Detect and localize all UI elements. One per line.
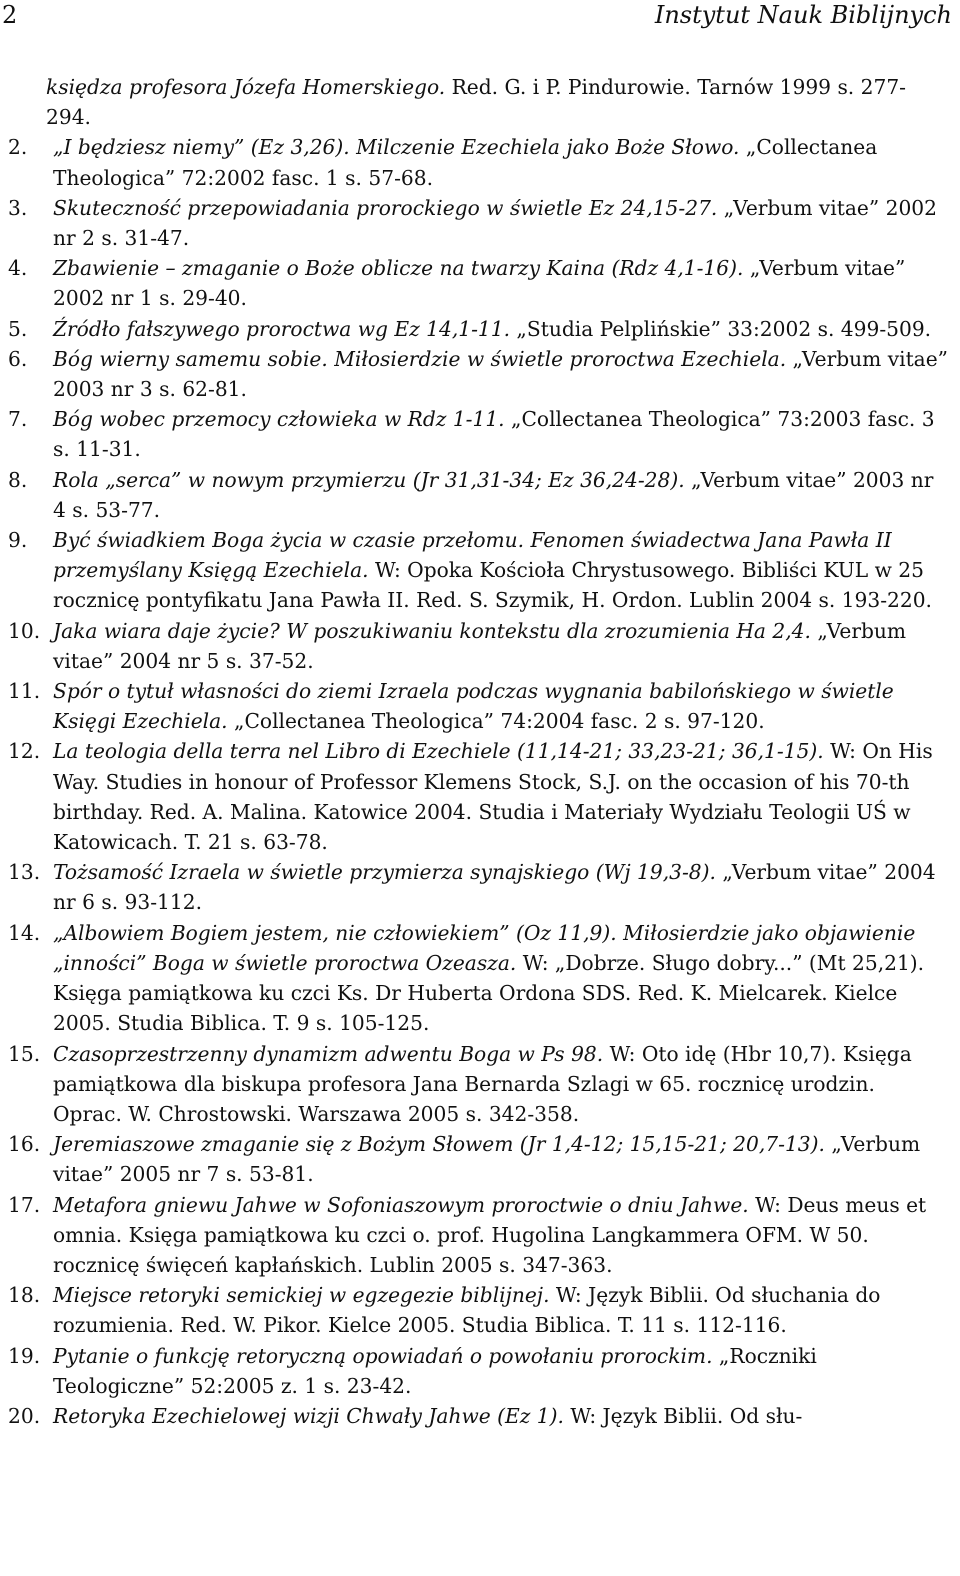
entry-title: Metafora gniewu Jahwe w Sofoniaszowym proroctwie o dniu Jahwe. [53, 1192, 749, 1217]
entry-title: „Albowiem Bogiem jestem, nie człowiekiem” (Oz 11,9). Miłosierdzie jako objawienie „inności” Boga w świetle proroctwa Ozeasza. [53, 920, 916, 975]
continuation-entry [8, 72, 950, 132]
page-header [0, 0, 960, 36]
entry-number: 19. [8, 1343, 41, 1368]
entry-publication: „Verbum vitae” 2004 nr 5 s. 37-52. [53, 618, 907, 673]
entry-publication: „Roczniki Teologiczne” 52:2005 z. 1 s. 23-42. [53, 1343, 817, 1398]
entry-number: 16. [8, 1132, 41, 1157]
entry-publication: „Verbum vitae” 2004 nr 6 s. 93-112. [53, 860, 936, 915]
bibliography-entry [8, 1401, 950, 1431]
entry-title: Skuteczność przepowiadania prorockiego w świetle Ez 24,15-27. [53, 195, 718, 220]
entry-number: 5. [8, 316, 28, 341]
entry-publication: W: Język Biblii. Od słuchania do rozumienia. Red. W. Pikor. Kielce 2005. Studia Biblica. T. 11 s. 112-116. [53, 1283, 881, 1338]
entry-publication: „Verbum vitae” 2002 nr 2 s. 31-47. [53, 195, 937, 251]
entry-publication: „Collectanea Theologica” 74:2004 fasc. 2 s. 97-120. [227, 709, 765, 734]
entry-number: 18. [8, 1283, 41, 1308]
entry-publication: W: Język Biblii. Od słu- [563, 1403, 803, 1428]
bibliography-entry [8, 193, 950, 253]
bibliography-entry [8, 736, 950, 857]
entry-number: 9. [8, 528, 28, 553]
entry-title: Źródło fałszywego proroctwa wg Ez 14,1-11. [53, 316, 511, 341]
bibliography-entry [8, 1190, 950, 1281]
entry-number: 17. [8, 1192, 41, 1217]
entry-title: Rola „serca” w nowym przymierzu (Jr 31,31-34; Ez 36,24-28). [53, 467, 685, 492]
entry-publication: W: Oto idę (Hbr 10,7). Księga pamiątkowa dla biskupa profesora Jana Bernarda Szlagi w 65. rocznicę urodzin. Oprac. W. Chrostowski. Warszawa 2005 s. 342-358. [53, 1041, 912, 1126]
bibliography-entry [8, 616, 950, 676]
bibliography-entry [8, 1280, 950, 1340]
bibliography-entry [8, 344, 950, 404]
entry-title: Bóg wierny samemu sobie. Miłosierdzie w świetle proroctwa Ezechiela. [53, 346, 787, 371]
entry-number: 14. [8, 920, 41, 945]
entry-title: Jaka wiara daje życie? W poszukiwaniu kontekstu dla zrozumienia Ha 2,4. [53, 618, 811, 643]
bibliography-entry [8, 253, 950, 313]
bibliography-entry [8, 857, 950, 917]
entry-publication: „Collectanea Theologica” 72:2002 fasc. 1 s. 57-68. [53, 135, 878, 190]
entry-title: Spór o tytuł własności do ziemi Izraela podczas wygnania babilońskiego w świetle Księgi Ezechiela. [53, 679, 894, 734]
bibliography-entry [8, 676, 950, 736]
entry-publication: W: Opoka Kościoła Chrystusowego. Bibliści KUL w 25 rocznicę pontyfikatu Jana Pawła II. Red. S. Szymik, H. Ordon. Lublin 2004 s. 193-220. [53, 558, 932, 613]
entry-number: 13. [8, 860, 41, 885]
entry-title: Zbawienie – zmaganie o Boże oblicze na twarzy Kaina (Rdz 4,1-16). [53, 256, 744, 281]
running-title: Instytut Nauk Biblijnych [654, 1, 952, 29]
bibliography-entry [8, 404, 950, 464]
entry-publication: „Verbum vitae” 2003 nr 3 s. 62-81. [53, 346, 948, 402]
bibliography-entry [8, 314, 950, 344]
entry-number: 11. [8, 679, 41, 704]
entry-publication: „Collectanea Theologica” 73:2003 fasc. 3 s. 11-31. [53, 407, 935, 462]
entry-title: Być świadkiem Boga życia w czasie przełomu. Fenomen świadectwa Jana Pawła II przemyślany Księgą Ezechiela. [53, 528, 892, 583]
entry-number: 6. [8, 346, 28, 371]
entry-number: 7. [8, 407, 28, 432]
entry-title: Czasoprzestrzenny dynamizm adwentu Boga w Ps 98. [53, 1041, 604, 1066]
continuation-details: Red. G. i P. Pindurowie. Tarnów 1999 s. 277-294. [46, 75, 906, 130]
entry-title: „I będziesz niemy” (Ez 3,26). Milczenie Ezechiela jako Boże Słowo. [53, 135, 740, 160]
entry-title: Pytanie o funkcję retoryczną opowiadań o powołaniu prorockim. [53, 1343, 713, 1368]
entry-number: 12. [8, 739, 41, 764]
entry-number: 3. [8, 195, 28, 220]
bibliography-entry [8, 132, 950, 192]
entry-publication: W: Deus meus et omnia. Księga pamiątkowa ku czci o. prof. Hugolina Langkammera OFM. W 50. rocznicę święceń kapłańskich. Lublin 2005 s. 347-363. [53, 1192, 927, 1277]
page-number: 2 [2, 1, 18, 29]
entry-publication: „Verbum vitae” 2002 nr 1 s. 29-40. [53, 256, 906, 311]
bibliography-entry [8, 1039, 950, 1130]
entry-number: 2. [8, 135, 28, 160]
bibliography-entry [8, 1129, 950, 1189]
entry-number: 4. [8, 256, 28, 281]
entry-number: 20. [8, 1403, 41, 1428]
bibliography-entry [8, 1341, 950, 1401]
entry-title: La teologia della terra nel Libro di Ezechiele (11,14-21; 33,23-21; 36,1-15). [53, 739, 824, 764]
entry-publication: „Studia Pelplińskie” 33:2002 s. 499-509. [510, 316, 932, 341]
bibliography-entry [8, 465, 950, 525]
entry-publication: „Verbum vitae” 2005 nr 7 s. 53-81. [53, 1132, 921, 1187]
entry-title: Tożsamość Izraela w świetle przymierza synajskiego (Wj 19,3-8). [53, 860, 716, 885]
entry-title: Miejsce retoryki semickiej w egzegezie biblijnej. [53, 1283, 550, 1308]
bibliography-list [8, 72, 950, 1431]
continuation-title: księdza profesora Józefa Homerskiego. [46, 75, 446, 99]
entry-publication: W: On His Way. Studies in honour of Professor Klemens Stock, S.J. on the occasion of his 70-th birthday. Red. A. Malina. Katowice 2004. Studia i Materiały Wydziału Teologii UŚ w Katowicach. T. 21 s. 63-78. [53, 739, 933, 855]
bibliography-entry [8, 525, 950, 616]
entry-publication: „Verbum vitae” 2003 nr 4 s. 53-77. [53, 467, 934, 522]
entry-title: Bóg wobec przemocy człowieka w Rdz 1-11. [53, 407, 505, 432]
entry-title: Retoryka Ezechielowej wizji Chwały Jahwe (Ez 1). [53, 1403, 564, 1428]
entry-number: 10. [8, 618, 41, 643]
entry-publication: W: „Dobrze. Sługo dobry...” (Mt 25,21). Księga pamiątkowa ku czci Ks. Dr Huberta Ordona SDS. Red. K. Mielcarek. Kielce 2005. Studia Biblica. T. 9 s. 105-125. [53, 950, 925, 1036]
bibliography-entry [8, 918, 950, 1039]
entry-number: 8. [8, 467, 28, 492]
entry-number: 15. [8, 1041, 41, 1066]
entry-title: Jeremiaszowe zmaganie się z Bożym Słowem (Jr 1,4-12; 15,15-21; 20,7-13). [53, 1132, 825, 1157]
